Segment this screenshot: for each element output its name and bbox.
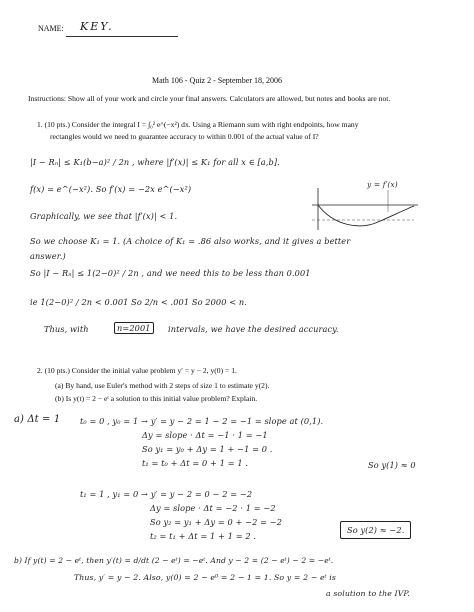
p1-boxed-answer: n=2001 (114, 322, 154, 334)
p2a-step1-line4: t₁ = t₀ + Δt = 0 + 1 = 1 . (142, 458, 249, 468)
p1-conclusion: intervals, we have the desired accuracy. (168, 324, 339, 334)
p2a-step2-line1: t₁ = 1 , y₁ = 0 → y′ = y − 2 = 0 − 2 = −2 (80, 489, 253, 499)
p2b-line2: Thus, y′ = y − 2. Also, y(0) = 2 − e⁰ = 2 − 1 = 1. So y = 2 − eᵗ is (74, 573, 336, 582)
p1-solve-n: ie 1(2−0)² / 2n < 0.001 So 2/n < .001 So 2000 < n. (30, 297, 247, 307)
p1-choose-k: So we choose K₁ = 1. (A choice of K₁ = .86 also works, and it gives a better (30, 236, 351, 246)
p2b-line1: b) If y(t) = 2 − eᵗ, then y′(t) = d/dt (2 − eᵗ) = −eᵗ. And y − 2 = (2 − eᵗ) − 2 = −eᵗ. (14, 556, 334, 565)
p1-graphically: Graphically, we see that |f′(x)| < 1. (30, 211, 178, 221)
p2a-step1-line3: So y₁ = y₀ + Δy = 1 + −1 = 0 . (142, 444, 273, 454)
p1-bound-inequality: So |I − Rₙ| ≤ 1(2−0)² / 2n , and we need this to be less than 0.001 (30, 268, 311, 278)
p1-error-bound: |I − Rₙ| ≤ K₁(b−a)² / 2n , where |f′(x)| ≤ K₁ for all x ∈ [a,b]. (30, 157, 280, 167)
p1-derivative: f(x) = e^(−x²). So f′(x) = −2x e^(−x²) (30, 184, 192, 194)
name-underline (66, 36, 178, 37)
p2a-label: a) Δt = 1 (14, 414, 61, 425)
p2a-boxed-answer: So y(2) ≈ −2. (340, 521, 411, 539)
graph-label: y = f′(x) (367, 180, 398, 189)
problem1-prompt-line2: rectangles would we need to guarantee accuracy to within 0.001 of the actual value of I? (50, 132, 319, 141)
p1-answer-paren: answer.) (30, 251, 66, 261)
problem2-part-b: (b) Is y(t) = 2 − eᵗ a solution to this initial value problem? Explain. (55, 394, 258, 403)
instructions: Instructions: Show all of your work and circle your final answers. Calculators are allowed, but notes and books are not. (28, 94, 391, 103)
p2a-y1-estimate: So y(1) ≈ 0 (368, 460, 416, 470)
problem2-prompt: 2. (10 pts.) Consider the initial value problem y′ = y − 2, y(0) = 1. (37, 366, 237, 375)
name-label: NAME: (38, 24, 64, 33)
p2a-step1-line1: t₀ = 0 , y₀ = 1 → y′ = y − 2 = 1 − 2 = −1 = slope at (0,1). (80, 416, 324, 426)
p2a-step2-line3: So y₂ = y₁ + Δy = 0 + −2 = −2 (150, 517, 283, 527)
p1-thus: Thus, with (44, 324, 89, 334)
problem1-prompt-line1: 1. (10 pts.) Consider the integral I = ∫₀² e^(−x²) dx. Using a Riemann sum with right endpoints, how many (37, 120, 359, 129)
name-value: KEY. (80, 20, 114, 33)
p2b-line3: a solution to the IVP. (326, 589, 410, 598)
p2a-step2-line2: Δy = slope · Δt = −2 · 1 = −2 (150, 503, 276, 513)
p2a-step2-line4: t₂ = t₁ + Δt = 1 + 1 = 2 . (150, 531, 257, 541)
page-title: Math 106 - Quiz 2 - September 18, 2006 (152, 76, 282, 85)
p2a-step1-line2: Δy = slope · Δt = −1 · 1 = −1 (142, 430, 268, 440)
problem2-part-a: (a) By hand, use Euler's method with 2 steps of size 1 to estimate y(2). (55, 381, 270, 390)
